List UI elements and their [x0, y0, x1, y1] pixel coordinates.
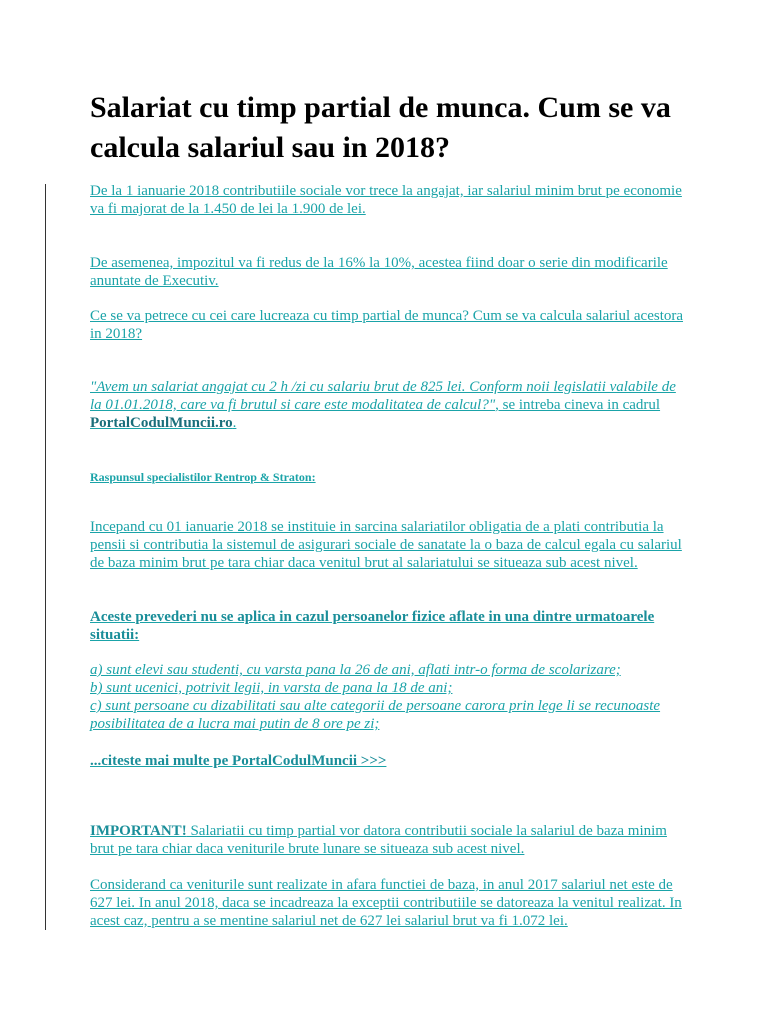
quote-text: "Avem un salariat angajat cu 2 h /zi cu salariu brut de 825 lei. Conform noii legislatii valabile de la 01.01.2018, care va fi brutul si care este modalitatea de calcul?": [90, 379, 676, 413]
paragraph-quote[interactable]: [90, 378, 690, 432]
paragraph-intro[interactable]: De la 1 ianuarie 2018 contributiile sociale vor trece la angajat, iar salariul minim brut pe economie va fi majorat de la 1.450 de lei la 1.900 de lei.: [90, 183, 682, 217]
exceptions-list[interactable]: [90, 661, 690, 733]
quote-attribution: , se intreba cineva in cadrul: [495, 397, 661, 413]
important-label: IMPORTANT!: [90, 823, 187, 839]
quote-end: .: [232, 415, 237, 431]
portal-link[interactable]: PortalCodulMuncii.ro: [90, 415, 233, 431]
article-title: Salariat cu timp partial de munca. Cum se va calcula salariul sau in 2018?: [90, 91, 671, 164]
paragraph-example[interactable]: Considerand ca veniturile sunt realizate in afara functiei de baza, in anul 2017 salariul net este de 627 lei. In anul 2018, daca se incadreaza la exceptii contributiile se datoreaza la venitul realizat. In acest caz, pentru a se mentine salariul net de 627 lei salariul brut va fi 1.072 lei.: [90, 877, 682, 929]
margin-rule: [45, 184, 46, 930]
paragraph-important[interactable]: [90, 822, 690, 858]
paragraph-obligation[interactable]: Incepand cu 01 ianuarie 2018 se instituie in sarcina salariatilor obligatia de a plati contributia la pensii si contributia la sistemul de asigurari sociale de sanatate la o baza de calcul egala cu salariul de baza minim brut pe tara chiar daca venitul brut al salariatului se situeaza sub acest nivel.: [90, 519, 682, 571]
paragraph-tax[interactable]: De asemenea, impozitul va fi redus de la 16% la 10%, acestea fiind doar o serie din modificarile anuntate de Executiv.: [90, 255, 668, 289]
paragraph-question[interactable]: Ce se va petrece cu cei care lucreaza cu timp partial de munca? Cum se va calcula salariul acestora in 2018?: [90, 308, 684, 342]
important-text: Salariatii cu timp partial vor datora contributii sociale la salariul de baza minim brut pe tara chiar daca veniturile brute lunare se situeaza sub acest nivel.: [90, 823, 667, 857]
exception-item-c: c) sunt persoane cu dizabilitati sau alte categorii de persoane carora prin lege li se recunoaste posibilitatea de a lucra mai putin de 8 ore pe zi;: [90, 698, 661, 732]
specialists-heading[interactable]: Raspunsul specialistilor Rentrop & Straton:: [90, 470, 316, 484]
exception-item-a: a) sunt elevi sau studenti, cu varsta pana la 26 de ani, aflati intr-o forma de scolarizare;: [90, 662, 621, 678]
read-more-link[interactable]: ...citeste mai multe pe PortalCodulMuncii >>>: [90, 753, 387, 769]
paragraph-exceptions-heading[interactable]: Aceste prevederi nu se aplica in cazul persoanelor fizice aflate in una dintre urmatoarele situatii:: [90, 609, 655, 643]
exception-item-b: b) sunt ucenici, potrivit legii, in varsta de pana la 18 de ani;: [90, 680, 453, 696]
